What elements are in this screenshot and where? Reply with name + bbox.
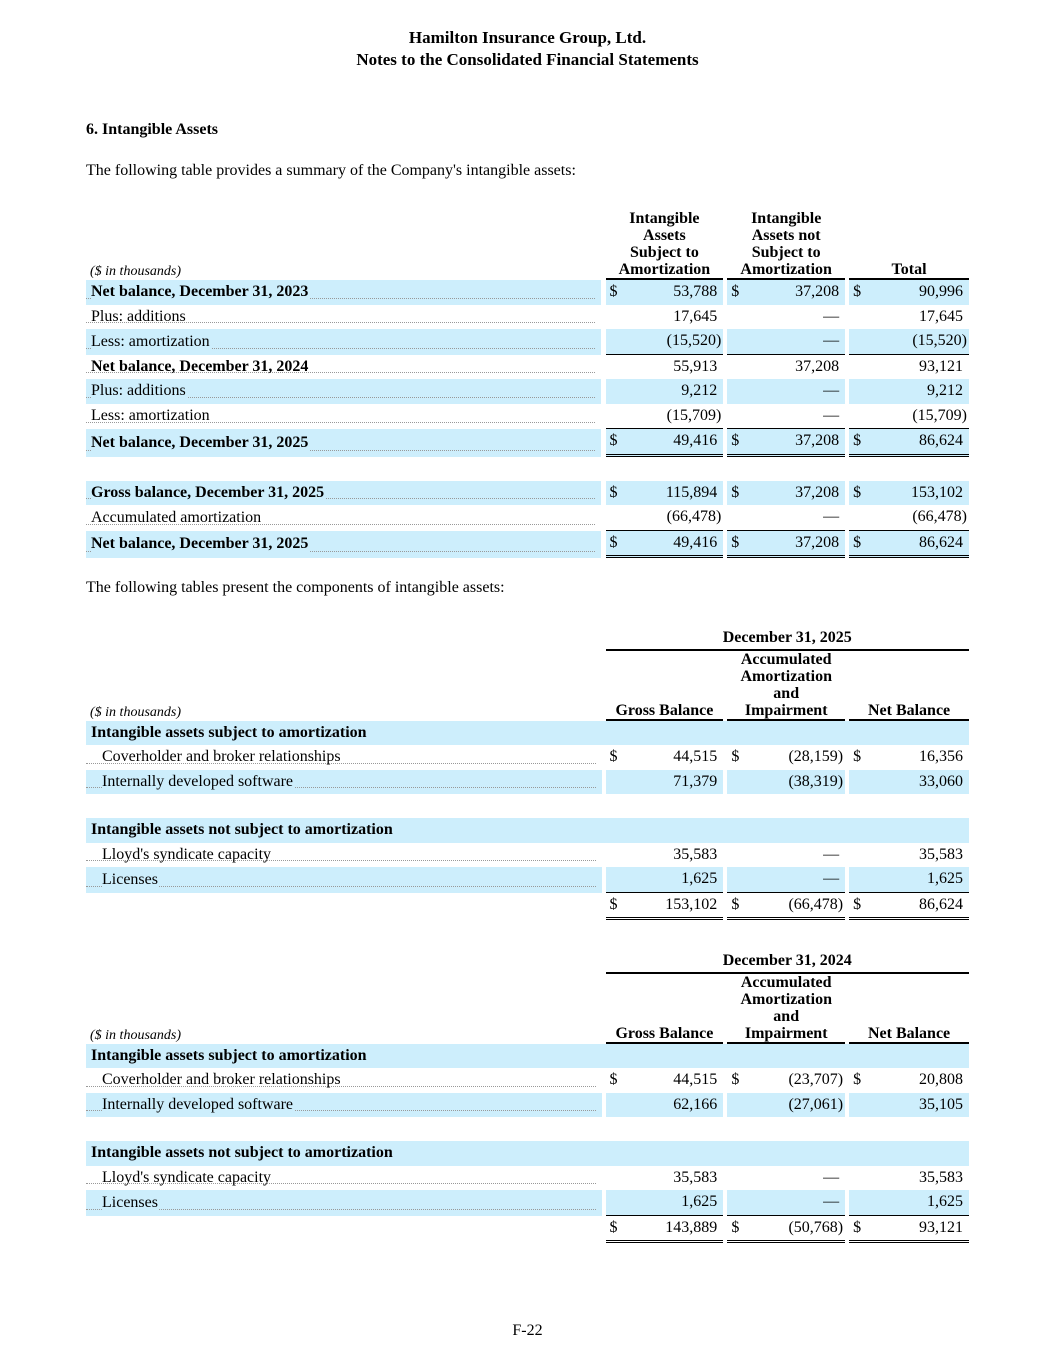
table-row [86, 505, 969, 531]
currency-symbol: $ [727, 1216, 747, 1244]
currency-symbol: $ [727, 893, 747, 921]
table-row [86, 1068, 969, 1093]
currency-symbol [849, 843, 869, 868]
currency-symbol [727, 867, 747, 893]
value-total: 90,996 [869, 280, 969, 305]
gross-balance-value: 44,515 [673, 748, 718, 765]
currency-symbol [849, 770, 869, 795]
net-balance-value: 35,105 [869, 1093, 969, 1118]
row-label-text: Less: amortization [91, 332, 210, 350]
col-total-header: Total [849, 210, 969, 280]
currency-symbol [849, 1166, 869, 1191]
row-label [86, 1093, 602, 1118]
row-label-text: Net balance, December 31, 2023 [91, 283, 309, 300]
col-not-subject-header: Intangible Assets not Subject to Amortization [727, 210, 845, 280]
unit-label: ($ in thousands) [90, 1027, 181, 1043]
currency-symbol: $ [606, 893, 626, 921]
leader-dots [86, 886, 596, 887]
row-label [86, 867, 602, 893]
net-balance-header: Net Balance [849, 651, 969, 721]
currency-symbol [727, 1190, 747, 1216]
currency-symbol [849, 305, 869, 330]
table-row [86, 1093, 969, 1118]
currency-symbol: $ [606, 531, 626, 559]
accumulated-amortization-value: (38,319) [747, 770, 845, 795]
value-not-subject: — [747, 329, 845, 355]
period-header-2025: December 31, 2025 [606, 626, 969, 651]
row-label-text: Licenses [102, 1193, 158, 1211]
net-balance-total: 93,121 [869, 1216, 969, 1244]
gross-balance-value: 62,166 [626, 1093, 724, 1118]
currency-symbol [606, 329, 626, 355]
currency-symbol [606, 867, 626, 893]
row-label-text: Lloyd's syndicate capacity [102, 1168, 272, 1186]
period-header-2024: December 31, 2024 [606, 949, 969, 974]
row-label [86, 280, 601, 305]
value-total: 17,645 [919, 307, 963, 325]
value-subject: 49,416 [626, 429, 724, 457]
value-total: 153,102 [869, 481, 969, 506]
value-total: (15,520) [869, 329, 969, 355]
row-label-text: Internally developed software [102, 772, 294, 790]
row-label [86, 745, 602, 770]
currency-symbol [849, 505, 869, 531]
currency-symbol: $ [849, 531, 869, 559]
gross-balance-value: 44,515 [673, 1071, 718, 1088]
col-subject-header: Intangible Assets Subject to Amortization [606, 210, 724, 280]
currency-symbol [606, 379, 626, 404]
currency-symbol [727, 1166, 747, 1191]
currency-symbol [727, 1093, 747, 1118]
currency-symbol: $ [606, 280, 626, 305]
total-row [86, 893, 969, 921]
gross-balance-header: Gross Balance [606, 651, 724, 721]
total-label [86, 893, 602, 921]
accumulated-amortization-value: — [747, 867, 845, 893]
row-label [86, 379, 601, 404]
accumulated-amortization-value: (28,159) [788, 748, 844, 765]
value-total: 86,624 [869, 429, 969, 457]
value-subject: 55,913 [673, 357, 718, 375]
currency-symbol [727, 355, 747, 380]
table-row [86, 280, 969, 305]
value-subject: (66,478) [626, 505, 724, 531]
currency-symbol [606, 505, 626, 531]
section-title: 6. Intangible Assets [86, 121, 219, 138]
currency-symbol [849, 1190, 869, 1216]
row-label-text: Net balance, December 31, 2025 [91, 433, 309, 451]
summary-intro: The following table provides a summary of the Company's intangible assets: [86, 162, 576, 179]
currency-symbol: $ [849, 280, 869, 305]
table-row [86, 429, 969, 457]
currency-symbol [727, 305, 747, 330]
group-header-row [86, 721, 969, 746]
table-row [86, 379, 969, 404]
table-row [86, 329, 969, 355]
currency-symbol [849, 1093, 869, 1118]
group-label: Intangible assets subject to amortization [86, 721, 969, 746]
row-label-text: Coverholder and broker relationships [102, 748, 341, 765]
row-label-text: Accumulated amortization [91, 508, 262, 526]
currency-symbol [849, 329, 869, 355]
spacer-row [86, 794, 969, 818]
row-label-text: Licenses [102, 870, 158, 888]
currency-symbol: $ [727, 429, 747, 457]
row-label [86, 481, 601, 506]
currency-symbol [606, 305, 626, 330]
value-total: 9,212 [869, 379, 969, 404]
table-row [86, 531, 969, 559]
value-total: (66,478) [869, 505, 969, 531]
total-label [86, 1216, 602, 1244]
accumulated-amortization-total: (50,768) [747, 1216, 845, 1244]
table-row [86, 481, 969, 506]
table-row [86, 1166, 969, 1191]
row-label-text: Less: amortization [91, 407, 210, 424]
row-label-text: Coverholder and broker relationships [102, 1071, 341, 1088]
accumulated-amortization-value: (23,707) [788, 1071, 844, 1088]
currency-symbol [606, 355, 626, 380]
value-not-subject: — [747, 404, 845, 430]
table-row [86, 843, 969, 868]
net-balance-value: 33,060 [869, 770, 969, 795]
gross-balance-value: 71,379 [626, 770, 724, 795]
group-label: Intangible assets subject to amortization [86, 1044, 969, 1069]
value-total: (15,709) [869, 404, 969, 430]
currency-symbol [727, 843, 747, 868]
accumulated-amortization-header: Accumulated Amortization and Impairment [727, 974, 845, 1044]
currency-symbol [606, 1166, 626, 1191]
accumulated-amortization-value: — [747, 1190, 845, 1216]
table-row [86, 355, 969, 380]
gross-balance-value: 35,583 [673, 1168, 718, 1186]
row-label [86, 1190, 602, 1216]
value-subject: 17,645 [673, 307, 718, 325]
value-not-subject: — [823, 307, 840, 325]
components-intro: The following tables present the components of intangible assets: [86, 579, 505, 596]
row-label [86, 1068, 602, 1093]
currency-symbol: $ [727, 280, 747, 305]
accumulated-amortization-value: — [823, 845, 840, 863]
unit-label: ($ in thousands) [90, 264, 181, 279]
value-total: 93,121 [919, 357, 963, 375]
components-2024-table [86, 949, 969, 1243]
currency-symbol: $ [609, 1071, 618, 1088]
net-balance-value: 35,583 [919, 845, 963, 863]
total-row [86, 1216, 969, 1244]
currency-symbol: $ [606, 429, 626, 457]
row-label [86, 355, 601, 380]
table-row [86, 745, 969, 770]
page-number: F-22 [512, 1322, 543, 1339]
row-label-text: Plus: additions [91, 382, 186, 399]
currency-symbol [606, 843, 626, 868]
row-label [86, 329, 601, 355]
group-header-row [86, 1044, 969, 1069]
currency-symbol: $ [853, 1071, 862, 1088]
currency-symbol [606, 404, 626, 430]
row-label-text: Gross balance, December 31, 2025 [91, 483, 325, 501]
row-label [86, 305, 601, 330]
currency-symbol [606, 1093, 626, 1118]
row-label-text: Lloyd's syndicate capacity [102, 845, 272, 863]
row-label [86, 531, 601, 559]
currency-symbol [727, 379, 747, 404]
currency-symbol: $ [853, 748, 862, 765]
currency-symbol [606, 770, 626, 795]
currency-symbol: $ [849, 481, 869, 506]
spacer-row [86, 1117, 969, 1141]
row-label-text: Net balance, December 31, 2024 [91, 357, 309, 375]
spacer-row [86, 457, 969, 481]
currency-symbol [849, 867, 869, 893]
table-row [86, 305, 969, 330]
value-not-subject: 37,208 [795, 357, 840, 375]
currency-symbol: $ [609, 748, 618, 765]
net-balance-value: 16,356 [919, 748, 963, 765]
value-subject: 53,788 [626, 280, 724, 305]
currency-symbol [727, 505, 747, 531]
currency-symbol [849, 355, 869, 380]
row-label-text: Internally developed software [102, 1095, 294, 1113]
summary-table [86, 210, 969, 558]
currency-symbol: $ [849, 429, 869, 457]
row-label [86, 505, 601, 531]
summary-header-row [86, 210, 969, 280]
row-label [86, 843, 602, 868]
currency-symbol: $ [727, 481, 747, 506]
gross-balance-total: 143,889 [626, 1216, 724, 1244]
net-balance-total: 86,624 [869, 893, 969, 921]
value-total: 86,624 [869, 531, 969, 559]
currency-symbol [727, 404, 747, 430]
currency-symbol: $ [606, 481, 626, 506]
gross-balance-total: 153,102 [626, 893, 724, 921]
net-balance-value: 35,583 [919, 1168, 963, 1186]
currency-symbol: $ [606, 1216, 626, 1244]
accumulated-amortization-header: Accumulated Amortization and Impairment [727, 651, 845, 721]
gross-balance-header: Gross Balance [606, 974, 724, 1044]
currency-symbol: $ [849, 1216, 869, 1244]
value-not-subject: 37,208 [747, 280, 845, 305]
group-header-row [86, 1141, 969, 1166]
value-subject: 115,894 [626, 481, 724, 506]
accumulated-amortization-total: (66,478) [747, 893, 845, 921]
value-not-subject: 37,208 [747, 481, 845, 506]
currency-symbol: $ [849, 893, 869, 921]
document-subtitle: Notes to the Consolidated Financial Statements [356, 50, 699, 69]
net-balance-value: 20,808 [919, 1071, 963, 1088]
row-label [86, 1166, 602, 1191]
table-row [86, 867, 969, 893]
table-row [86, 770, 969, 795]
accumulated-amortization-value: (27,061) [747, 1093, 845, 1118]
currency-symbol [849, 404, 869, 430]
value-subject: (15,709) [626, 404, 724, 430]
currency-symbol [727, 329, 747, 355]
value-subject: (15,520) [626, 329, 724, 355]
value-not-subject: 37,208 [747, 429, 845, 457]
gross-balance-value: 35,583 [673, 845, 718, 863]
value-not-subject: — [747, 505, 845, 531]
net-balance-header: Net Balance [849, 974, 969, 1044]
net-balance-value: 1,625 [869, 867, 969, 893]
currency-symbol [606, 1190, 626, 1216]
row-label-text: Plus: additions [91, 307, 186, 325]
row-label [86, 770, 602, 795]
currency-symbol: $ [727, 531, 747, 559]
leader-dots [86, 1209, 596, 1210]
value-not-subject: 37,208 [747, 531, 845, 559]
group-label: Intangible assets not subject to amortization [86, 1141, 969, 1166]
company-name: Hamilton Insurance Group, Ltd. [408, 28, 647, 47]
currency-symbol: $ [731, 1071, 740, 1088]
gross-balance-value: 1,625 [626, 1190, 724, 1216]
value-subject: 49,416 [626, 531, 724, 559]
currency-symbol: $ [731, 748, 740, 765]
row-label-text: Net balance, December 31, 2025 [91, 535, 309, 552]
table-row [86, 404, 969, 430]
components-2025-table [86, 626, 969, 920]
value-not-subject: — [747, 379, 845, 404]
group-label: Intangible assets not subject to amortization [86, 818, 969, 843]
table-row [86, 1190, 969, 1216]
row-label [86, 429, 601, 457]
unit-label: ($ in thousands) [90, 704, 181, 720]
group-header-row [86, 818, 969, 843]
gross-balance-value: 1,625 [626, 867, 724, 893]
accumulated-amortization-value: — [823, 1168, 840, 1186]
row-label [86, 404, 601, 430]
net-balance-value: 1,625 [869, 1190, 969, 1216]
currency-symbol [849, 379, 869, 404]
currency-symbol [727, 770, 747, 795]
value-subject: 9,212 [626, 379, 724, 404]
